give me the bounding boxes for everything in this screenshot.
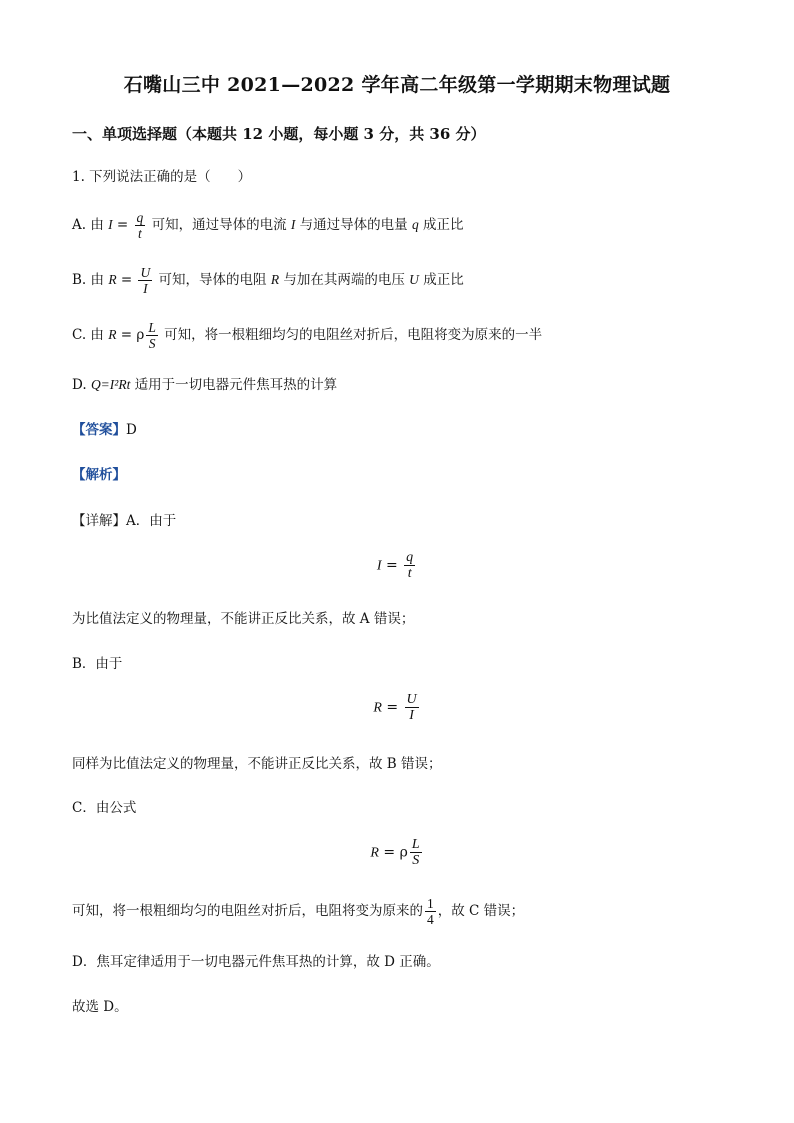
option-a-fraction <box>135 210 146 241</box>
analysis-tag <box>72 466 126 484</box>
detail-intro <box>72 512 176 530</box>
page-title: 石嘴山三中 2021—2022 学年高二年级第一学期期末物理试题 <box>123 74 671 96</box>
option-b-text-3: 成正比 <box>418 272 464 288</box>
equation-2 <box>0 692 794 723</box>
answer-line <box>72 421 137 439</box>
detail-a-intro: A．由于 <box>126 513 177 529</box>
detail-b-intro: B．由于 <box>72 656 123 672</box>
option-d-formula: Q=I²Rt <box>90 377 131 392</box>
detail-tag: 【详解】 <box>72 513 126 529</box>
option-a-var-2: q <box>411 217 419 232</box>
eq2-lhs: R <box>373 700 382 716</box>
equation-1 <box>0 550 794 581</box>
eq1-eq: = <box>381 557 403 574</box>
option-b-var-1: R <box>270 272 280 287</box>
fraction-denominator: t <box>138 226 142 241</box>
eq1-fraction <box>404 550 415 581</box>
option-b-text-2: 与加在其两端的电压 <box>279 272 410 288</box>
detail-b-conclusion: 同样为比值法定义的物理量，不能讲正反比关系，故 B 错误； <box>72 756 442 772</box>
option-b-prefix: B. 由 <box>72 272 105 288</box>
eq1-lhs: I <box>376 558 382 574</box>
option-d <box>72 376 337 394</box>
option-c-lhs: R <box>108 327 117 342</box>
section-heading: 一、单项选择题（本题共 12 小题，每小题 3 分，共 36 分） <box>72 125 486 143</box>
option-a-text-3: 成正比 <box>418 217 464 233</box>
option-c <box>72 320 542 351</box>
fraction-denominator: 4 <box>427 912 434 927</box>
detail-a-conclusion: 为比值法定义的物理量，不能讲正反比关系，故 A 错误； <box>72 611 415 627</box>
fraction-numerator: U <box>140 265 151 280</box>
option-a <box>72 210 464 241</box>
fraction-denominator: I <box>143 281 148 296</box>
fraction-numerator: L <box>411 837 420 852</box>
detail-c-text-post: ，故 C 错误； <box>437 903 525 919</box>
eq3-eq: = ρ <box>378 844 408 861</box>
option-b-lhs: R <box>108 272 117 287</box>
eq2-eq: = <box>381 699 403 716</box>
fraction-numerator: q <box>136 210 144 225</box>
option-d-prefix: D. <box>72 377 91 393</box>
equation-3 <box>0 837 794 868</box>
detail-c-intro: C．由公式 <box>72 800 137 816</box>
fraction-denominator: t <box>407 566 412 581</box>
quarter-fraction <box>425 896 436 927</box>
eq3-fraction <box>410 837 422 868</box>
option-c-prefix: C. 由 <box>72 327 104 343</box>
eq2-fraction <box>405 692 419 723</box>
option-b-var-2: U <box>409 272 419 287</box>
option-d-text: 适用于一切电器元件焦耳热的计算 <box>130 377 338 393</box>
fraction-numerator: q <box>406 550 414 565</box>
option-a-var-1: I <box>290 217 296 232</box>
detail-d-line: D．焦耳定律适用于一切电器元件焦耳热的计算，故 D 正确。 <box>72 954 440 970</box>
option-a-prefix: A. 由 <box>72 217 104 233</box>
option-c-eq: = ρ <box>116 327 145 343</box>
fraction-denominator: S <box>412 853 420 868</box>
option-a-eq: = <box>112 217 133 233</box>
detail-c-text-pre: 可知，将一根粗细均匀的电阻丝对折后，电阻将变为原来的 <box>72 903 423 919</box>
answer-tag: 【答案】 <box>72 422 126 438</box>
analysis-tag-text: 【解析】 <box>72 467 126 483</box>
answer-value: D <box>126 422 137 438</box>
option-b-eq: = <box>116 272 137 288</box>
eq3-lhs: R <box>370 845 379 861</box>
final-answer: 故选 D。 <box>72 999 128 1015</box>
option-a-lhs: I <box>108 217 113 232</box>
fraction-numerator: L <box>148 320 156 335</box>
option-a-text-1: 可知，通过导体的电流 <box>147 217 291 233</box>
option-b-fraction <box>138 265 152 296</box>
option-b-text-1: 可知，导体的电阻 <box>154 272 271 288</box>
fraction-numerator: U <box>406 692 417 707</box>
option-a-text-2: 与通过导体的电量 <box>295 217 412 233</box>
fraction-numerator: 1 <box>427 896 434 911</box>
detail-c-conclusion <box>72 896 524 927</box>
option-c-fraction <box>146 320 158 351</box>
question-stem: 1. 下列说法正确的是（ ） <box>72 169 252 185</box>
option-b <box>72 265 464 296</box>
fraction-denominator: S <box>148 336 156 351</box>
fraction-denominator: I <box>409 708 414 723</box>
option-c-text-1: 可知，将一根粗细均匀的电阻丝对折后，电阻将变为原来的一半 <box>159 327 543 343</box>
